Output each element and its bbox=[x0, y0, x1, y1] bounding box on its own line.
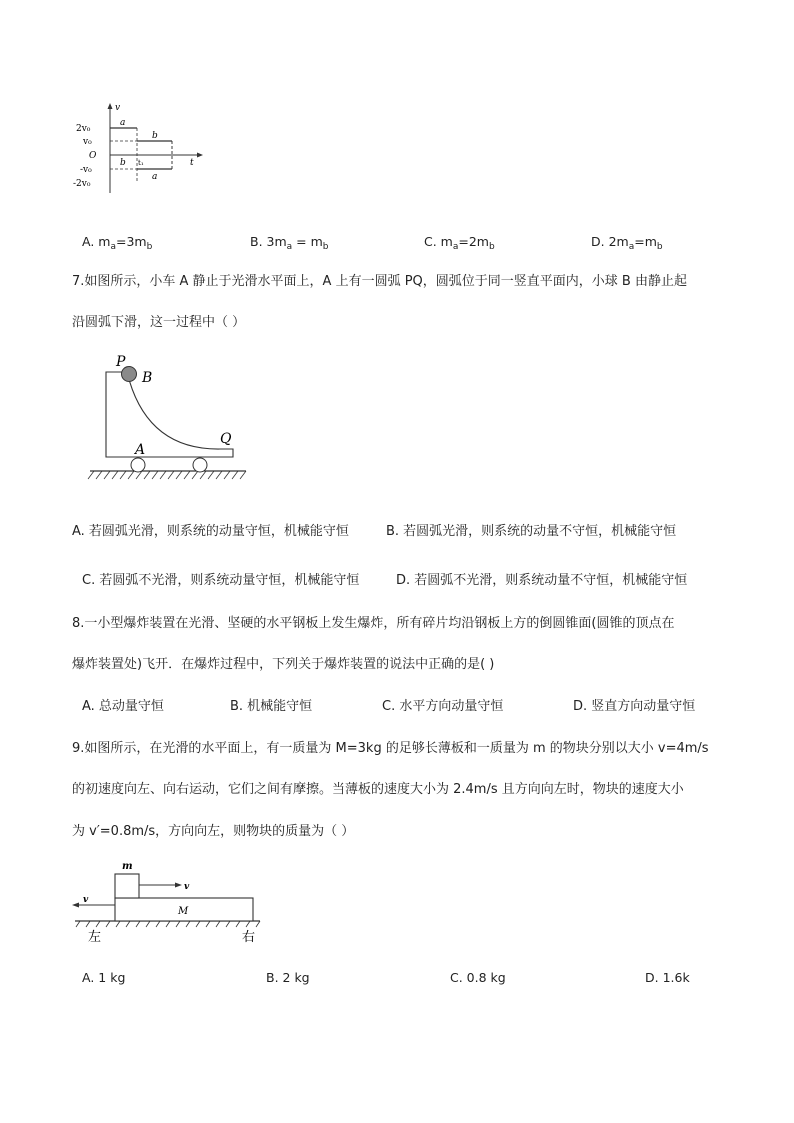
v-axis-label: v bbox=[115, 103, 121, 113]
line-label-a2: a bbox=[152, 172, 158, 182]
label-origin: O bbox=[89, 151, 97, 161]
line-label-b2: b bbox=[120, 158, 126, 168]
label-right: 右 bbox=[242, 930, 256, 945]
q7-option-c: C. 若圆弧不光滑，则系统动量守恒，机械能守恒 bbox=[82, 573, 360, 588]
wheel-left bbox=[131, 458, 145, 472]
plank-velocity-arrowhead bbox=[72, 903, 79, 908]
ground-hatch bbox=[88, 471, 246, 479]
velocity-time-graph bbox=[72, 98, 212, 198]
ground-hatch bbox=[76, 921, 260, 927]
label-p: P bbox=[116, 354, 126, 370]
label-v0: v₀ bbox=[83, 137, 92, 147]
block-m bbox=[115, 874, 139, 898]
q8-stem-line2: 爆炸装置处)飞开．在爆炸过程中，下列关于爆炸装置的说法中正确的是( ) bbox=[72, 657, 495, 672]
label-neg-v0: -v₀ bbox=[80, 165, 92, 175]
q7-option-b: B. 若圆弧光滑，则系统的动量不守恒，机械能守恒 bbox=[386, 524, 677, 539]
q9-option-b: B. 2 kg bbox=[266, 970, 310, 985]
block-plank-figure bbox=[70, 855, 270, 947]
q9-option-c: C. 0.8 kg bbox=[450, 970, 506, 985]
wheel-right bbox=[193, 458, 207, 472]
q9-stem-line2: 的初速度向左、向右运动，它们之间有摩擦。当薄板的速度大小为 2.4m/s 且方向向左时，物块的速度大小 bbox=[72, 782, 684, 797]
label-v-left: v bbox=[83, 895, 89, 905]
t-axis-label: t bbox=[190, 158, 194, 168]
q9-option-d: D. 1.6k bbox=[645, 970, 690, 985]
label-b: B bbox=[142, 370, 153, 386]
label-2v0: 2v₀ bbox=[76, 124, 91, 134]
label-t1: t₁ bbox=[138, 159, 144, 167]
label-a: A bbox=[135, 442, 146, 458]
label-v-right: v bbox=[184, 882, 190, 892]
q8-stem-line1: 8.一小型爆炸装置在光滑、坚硬的水平钢板上发生爆炸，所有碎片均沿钢板上方的倒圆锥面(圆锥的顶点在 bbox=[72, 616, 675, 631]
q7-option-a: A. 若圆弧光滑，则系统的动量守恒，机械能守恒 bbox=[72, 524, 349, 539]
q9-stem-line1: 9.如图所示，在光滑的水平面上，有一质量为 M=3kg 的足够长薄板和一质量为 m 的物块分别以大小 v=4m/s bbox=[72, 741, 709, 756]
block-velocity-arrowhead bbox=[175, 883, 182, 888]
v-axis-arrow bbox=[108, 103, 113, 109]
label-q: Q bbox=[220, 431, 232, 447]
q8-option-c: C. 水平方向动量守恒 bbox=[382, 699, 504, 714]
label-m: m bbox=[122, 861, 133, 872]
q7-stem-line1: 7.如图所示，小车 A 静止于光滑水平面上，A 上有一圆弧 PQ，圆弧位于同一竖直平面内，小球 B 由静止起 bbox=[72, 274, 687, 289]
q9-option-a: A. 1 kg bbox=[82, 970, 126, 985]
q8-option-a: A. 总动量守恒 bbox=[82, 699, 164, 714]
cart-arc-figure bbox=[86, 350, 256, 485]
t-axis-arrow bbox=[197, 153, 203, 158]
q6-option-c: C. $m_a=2m_b$ bbox=[424, 234, 495, 252]
cart-body bbox=[106, 372, 233, 457]
label-left: 左 bbox=[88, 930, 102, 945]
q8-option-b: B. 机械能守恒 bbox=[230, 699, 313, 714]
q6-option-a: A. $m_a=3m_b$ bbox=[82, 234, 153, 252]
line-label-a1: a bbox=[120, 118, 126, 128]
q6-option-b: B. $3m_a = m_b$ bbox=[250, 234, 329, 252]
label-neg-2v0: -2v₀ bbox=[73, 179, 91, 189]
line-label-b1: b bbox=[152, 131, 158, 141]
q7-option-d: D. 若圆弧不光滑，则系统动量不守恒，机械能守恒 bbox=[396, 573, 688, 588]
label-big-m: M bbox=[178, 906, 189, 917]
q6-option-d: D. $2m_a=m_b$ bbox=[591, 234, 663, 252]
q8-option-d: D. 竖直方向动量守恒 bbox=[573, 699, 696, 714]
q9-stem-line3: 为 v′=0.8m/s，方向向左，则物块的质量为（ ） bbox=[72, 824, 355, 839]
q7-stem-line2: 沿圆弧下滑，这一过程中（ ） bbox=[72, 315, 246, 330]
